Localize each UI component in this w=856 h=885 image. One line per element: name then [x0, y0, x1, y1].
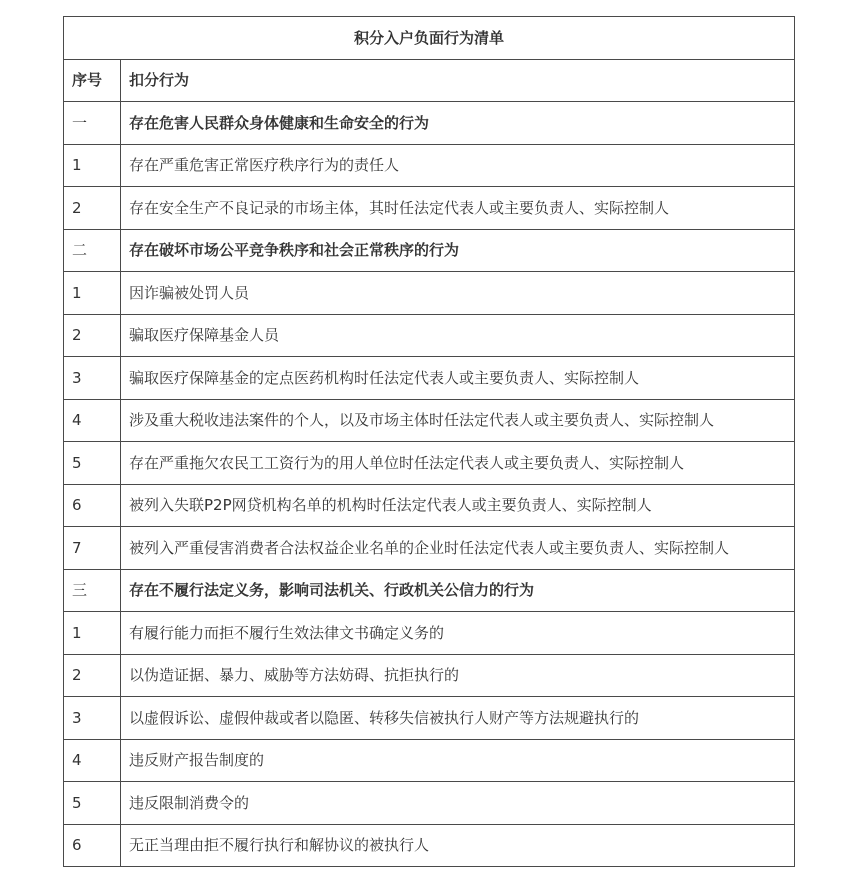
- row-number: 5: [64, 782, 121, 825]
- title-row: [64, 17, 795, 60]
- behavior-text: 骗取医疗保障基金人员: [121, 314, 795, 357]
- behavior-text: 无正当理由拒不履行执行和解协议的被执行人: [121, 824, 795, 867]
- row-number: 二: [64, 229, 121, 272]
- table-row: [64, 612, 795, 655]
- section-heading: 存在不履行法定义务，影响司法机关、行政机关公信力的行为: [121, 569, 795, 612]
- behavior-text: 以虚假诉讼、虚假仲裁或者以隐匿、转移失信被执行人财产等方法规避执行的: [121, 697, 795, 740]
- row-number: 1: [64, 272, 121, 315]
- row-number: 2: [64, 187, 121, 230]
- behavior-text: 涉及重大税收违法案件的个人，以及市场主体时任法定代表人或主要负责人、实际控制人: [121, 399, 795, 442]
- negative-behavior-list: [63, 16, 794, 867]
- header-behavior: 扣分行为: [121, 59, 795, 102]
- table-row: [64, 357, 795, 400]
- row-number: 2: [64, 314, 121, 357]
- row-number: 一: [64, 102, 121, 145]
- row-number: 三: [64, 569, 121, 612]
- section-row: [64, 229, 795, 272]
- row-number: 1: [64, 612, 121, 655]
- header-no: 序号: [64, 59, 121, 102]
- table-title: 积分入户负面行为清单: [64, 17, 795, 60]
- table-row: [64, 314, 795, 357]
- behavior-text: 存在安全生产不良记录的市场主体，其时任法定代表人或主要负责人、实际控制人: [121, 187, 795, 230]
- behavior-text: 因诈骗被处罚人员: [121, 272, 795, 315]
- table-row: [64, 824, 795, 867]
- table-row: [64, 654, 795, 697]
- negative-behavior-table: [63, 16, 795, 867]
- table-row: [64, 697, 795, 740]
- behavior-text: 存在严重拖欠农民工工资行为的用人单位时任法定代表人或主要负责人、实际控制人: [121, 442, 795, 485]
- behavior-text: 以伪造证据、暴力、威胁等方法妨碍、抗拒执行的: [121, 654, 795, 697]
- behavior-text: 被列入失联P2P网贷机构名单的机构时任法定代表人或主要负责人、实际控制人: [121, 484, 795, 527]
- table-row: [64, 739, 795, 782]
- row-number: 6: [64, 824, 121, 867]
- behavior-text: 骗取医疗保障基金的定点医药机构时任法定代表人或主要负责人、实际控制人: [121, 357, 795, 400]
- table-row: [64, 144, 795, 187]
- table-row: [64, 272, 795, 315]
- row-number: 1: [64, 144, 121, 187]
- table-row: [64, 782, 795, 825]
- section-row: [64, 569, 795, 612]
- row-number: 3: [64, 697, 121, 740]
- section-row: [64, 102, 795, 145]
- behavior-text: 被列入严重侵害消费者合法权益企业名单的企业时任法定代表人或主要负责人、实际控制人: [121, 527, 795, 570]
- row-number: 3: [64, 357, 121, 400]
- behavior-text: 有履行能力而拒不履行生效法律文书确定义务的: [121, 612, 795, 655]
- table-row: [64, 399, 795, 442]
- row-number: 4: [64, 399, 121, 442]
- header-row: [64, 59, 795, 102]
- behavior-text: 存在严重危害正常医疗秩序行为的责任人: [121, 144, 795, 187]
- row-number: 6: [64, 484, 121, 527]
- table-row: [64, 187, 795, 230]
- row-number: 7: [64, 527, 121, 570]
- section-heading: 存在破坏市场公平竞争秩序和社会正常秩序的行为: [121, 229, 795, 272]
- row-number: 4: [64, 739, 121, 782]
- section-heading: 存在危害人民群众身体健康和生命安全的行为: [121, 102, 795, 145]
- table-row: [64, 484, 795, 527]
- behavior-text: 违反限制消费令的: [121, 782, 795, 825]
- behavior-text: 违反财产报告制度的: [121, 739, 795, 782]
- table-row: [64, 527, 795, 570]
- table-row: [64, 442, 795, 485]
- row-number: 5: [64, 442, 121, 485]
- row-number: 2: [64, 654, 121, 697]
